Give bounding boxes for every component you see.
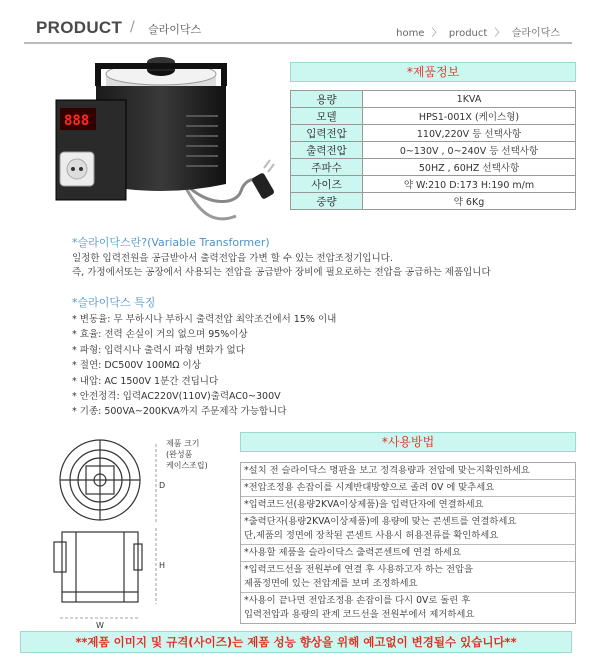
spec-value: 약 W:210 D:173 H:190 m/m [363, 176, 576, 193]
feature-item: * 파형: 입력시나 출력시 파형 변화가 없다 [72, 344, 245, 356]
spec-row [291, 176, 576, 193]
spec-value: HPS1-001X (케이스형) [363, 108, 576, 125]
spec-key: 주파수 [291, 159, 363, 176]
spec-row [291, 193, 576, 210]
page-subtitle: 슬라이닥스 [148, 23, 202, 36]
usage-list [240, 462, 576, 624]
features-list [72, 312, 492, 420]
about-text-line: 일정한 입력전원을 공급받아서 출력전압을 가변 할 수 있는 전압조정기입니다. [72, 253, 393, 264]
spec-key: 사이즈 [291, 176, 363, 193]
about-section [72, 234, 572, 280]
feature-item: * 효율: 전력 손실이 거의 없으며 95%이상 [72, 329, 248, 341]
about-text-line: 즉, 가정에서또는 공장에서 사용되는 전압을 공급받아 장비에 필요로하는 전압을 공급하는 제품입니다 [72, 267, 491, 278]
spec-table [290, 90, 576, 210]
usage-item: *입력코드선을 전원부에 연결 후 사용하고자 하는 전압을 제품정면에 있는 전압계를 보며 조정하세요 [241, 562, 575, 593]
spec-value: 50HZ , 60HZ 선택사항 [363, 159, 576, 176]
spec-row [291, 108, 576, 125]
spec-value: 약 6Kg [363, 193, 576, 210]
spec-row [291, 142, 576, 159]
spec-key: 입력전압 [291, 125, 363, 142]
spec-value: 110V,220V 등 선택사항 [363, 125, 576, 142]
about-title: *슬라이닥스란?(Variable Transformer) [72, 236, 270, 249]
usage-heading: *사용방법 [240, 432, 576, 452]
dim-depth-label: D [159, 481, 166, 490]
drawing-label-line: (완성품 [166, 450, 193, 459]
spec-row [291, 91, 576, 108]
usage-item: *설치 전 슬라이닥스 명판을 보고 정격용량과 전압에 맞는지확인하세요 [241, 463, 575, 480]
spec-key: 출력전압 [291, 142, 363, 159]
usage-item: *사용이 끝나면 전압조정용 손잡이를 다시 0V로 돌린 후 입력전압과 용량의 관계 코드선을 전원부에서 제거하세요 [244, 595, 475, 620]
spec-row [291, 125, 576, 142]
drawing-label-line: 케이스조립) [166, 461, 208, 470]
usage-item: *사용할 제품을 슬라이닥스 출력콘센트에 연결 하세요 [241, 545, 575, 562]
breadcrumb [394, 24, 562, 39]
breadcrumb-separator: 〉 [431, 28, 442, 39]
spec-value: 0~130V , 0~240V 등 선택사항 [363, 142, 576, 159]
feature-item: * 절연: DC500V 100MΩ 이상 [72, 360, 201, 372]
dim-height-label: H [159, 561, 166, 570]
breadcrumb-home-link[interactable]: home [396, 28, 425, 39]
breadcrumb-separator: 〉 [494, 28, 505, 39]
usage-item: *출력단자(용량2KVA이상제품)에 용량에 맞는 콘센트를 연결하세요 단,제품의 정면에 장착된 콘센트 사용시 허용전류를 확인하세요 [241, 514, 575, 545]
features-section [72, 294, 492, 420]
feature-item: * 내압: AC 1500V 1분간 견딥니다 [72, 375, 219, 387]
usage-item: *입력코드선(용량2KVA이상제품)을 입력단자에 연결하세요 [241, 497, 575, 514]
dim-width-label: W [96, 621, 104, 630]
product-photo [36, 56, 276, 226]
page-header [24, 10, 572, 44]
breadcrumb-product-link[interactable]: product [448, 28, 488, 39]
spec-key: 용량 [291, 91, 363, 108]
spec-row [291, 159, 576, 176]
spec-heading: *제품정보 [290, 62, 576, 82]
usage-item: *전압조정용 손잡이를 시계반대방향으로 졸려 0V 에 맞추세요 [241, 480, 575, 497]
change-notice: **제품 이미지 및 규격(사이즈)는 제품 성능 향상을 위해 예고없이 변경될수 있습니다** [20, 631, 572, 653]
features-title: *슬라이닥스 특징 [72, 296, 156, 309]
spec-value: 1KVA [363, 91, 576, 108]
page-title: PRODUCT [36, 18, 123, 37]
spec-key: 모델 [291, 108, 363, 125]
title-separator: / [130, 19, 135, 35]
feature-item: * 안전정격: 입력AC220V(110V)출력AC0~300V [72, 391, 281, 403]
feature-item: * 변동율: 무 부하시나 부하시 출력전압 최악조건에서 15% 이내 [72, 314, 337, 325]
drawing-label-line: 제품 크기 [166, 439, 200, 448]
spec-key: 중량 [291, 193, 363, 210]
svg-text:888: 888 [64, 113, 90, 129]
breadcrumb-current: 슬라이닥스 [511, 28, 560, 39]
feature-item: * 기종: 500VA~200KVA까지 주문제작 가능합니다 [72, 406, 287, 418]
dimension-drawing [36, 432, 236, 632]
